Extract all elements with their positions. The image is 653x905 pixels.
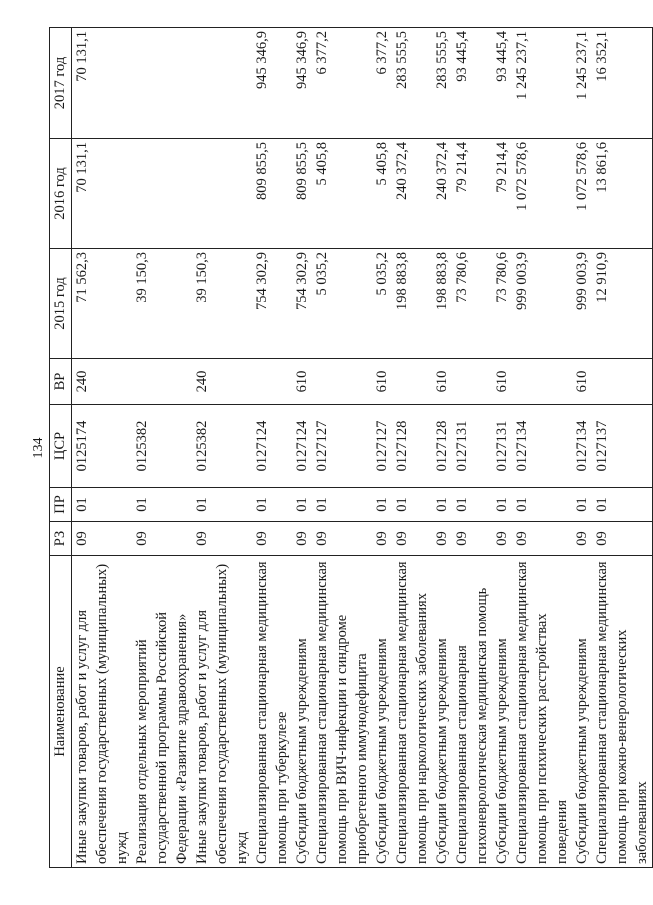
table-row [312, 28, 372, 868]
rotated-page [31, 28, 650, 868]
table-row [392, 28, 432, 868]
cell-csr: 0127131 [452, 405, 492, 488]
cell-csr: 0127124 [252, 405, 292, 488]
cell-2016: 5 405,8 [372, 139, 392, 249]
cell-2016: 1 072 578,6 [572, 139, 592, 249]
cell-2017: 70 131,1 [72, 28, 133, 139]
cell-rz: 09 [72, 522, 133, 556]
cell-name: Специализированная стационарная медицинская помощь при кожно-венерологических заболеваниях [592, 556, 653, 868]
cell-2015: 73 780,6 [492, 249, 512, 359]
cell-vr [132, 359, 192, 405]
header-csr: ЦСР [50, 405, 72, 488]
cell-2015: 754 302,9 [292, 249, 312, 359]
header-pr: ПР [50, 488, 72, 522]
cell-name: Иные закупки товаров, работ и услуг для обеспечения государственных (муниципальных) нужд [192, 556, 252, 868]
cell-vr: 610 [492, 359, 512, 405]
cell-2017: 93 445,4 [492, 28, 512, 139]
cell-rz: 09 [392, 522, 432, 556]
cell-2016: 5 405,8 [312, 139, 372, 249]
cell-csr: 0127124 [292, 405, 312, 488]
header-2015: 2015 год [50, 249, 72, 359]
table-body [72, 28, 653, 868]
cell-2016: 240 372,4 [392, 139, 432, 249]
cell-rz: 09 [312, 522, 372, 556]
cell-csr: 0125382 [192, 405, 252, 488]
table-row [432, 28, 452, 868]
cell-vr: 610 [372, 359, 392, 405]
cell-pr: 01 [492, 488, 512, 522]
header-name: Наименование [50, 556, 72, 868]
cell-2016: 70 131,1 [72, 139, 133, 249]
cell-csr: 0127134 [512, 405, 572, 488]
cell-csr: 0127137 [592, 405, 653, 488]
cell-csr: 0125174 [72, 405, 133, 488]
cell-pr: 01 [132, 488, 192, 522]
cell-name: Специализированная стационарная медицинская помощь при психических расстройствах поведения [512, 556, 572, 868]
table-row [372, 28, 392, 868]
cell-csr: 0127134 [572, 405, 592, 488]
cell-2015: 39 150,3 [132, 249, 192, 359]
cell-name: Субсидии бюджетным учреждениям [292, 556, 312, 868]
cell-pr: 01 [572, 488, 592, 522]
cell-2015: 39 150,3 [192, 249, 252, 359]
cell-rz: 09 [192, 522, 252, 556]
cell-2015: 999 003,9 [512, 249, 572, 359]
cell-vr [312, 359, 372, 405]
table-row [292, 28, 312, 868]
cell-2016 [132, 139, 192, 249]
cell-pr: 01 [372, 488, 392, 522]
cell-2015: 198 883,8 [392, 249, 432, 359]
cell-vr: 610 [432, 359, 452, 405]
table-row [452, 28, 492, 868]
cell-pr: 01 [592, 488, 653, 522]
cell-pr: 01 [72, 488, 133, 522]
table-row [492, 28, 512, 868]
cell-2017: 945 346,9 [292, 28, 312, 139]
cell-csr: 0127128 [432, 405, 452, 488]
cell-rz: 09 [512, 522, 572, 556]
cell-2016: 1 072 578,6 [512, 139, 572, 249]
cell-2015: 999 003,9 [572, 249, 592, 359]
cell-name: Субсидии бюджетным учреждениям [432, 556, 452, 868]
cell-2016: 809 855,5 [252, 139, 292, 249]
cell-csr: 0127131 [492, 405, 512, 488]
cell-2016: 79 214,4 [492, 139, 512, 249]
cell-2017: 1 245 237,1 [512, 28, 572, 139]
cell-pr: 01 [432, 488, 452, 522]
header-rz: РЗ [50, 522, 72, 556]
cell-2016: 13 861,6 [592, 139, 653, 249]
cell-name: Специализированная стационарная медицинская помощь при наркологических заболеваниях [392, 556, 432, 868]
cell-2017 [132, 28, 192, 139]
cell-pr: 01 [452, 488, 492, 522]
table-row [72, 28, 133, 868]
cell-rz: 09 [292, 522, 312, 556]
cell-2016: 809 855,5 [292, 139, 312, 249]
cell-2017: 945 346,9 [252, 28, 292, 139]
cell-csr: 0125382 [132, 405, 192, 488]
cell-2015: 198 883,8 [432, 249, 452, 359]
cell-vr [452, 359, 492, 405]
cell-name: Субсидии бюджетным учреждениям [572, 556, 592, 868]
cell-2015: 12 910,9 [592, 249, 653, 359]
cell-vr [252, 359, 292, 405]
cell-2015: 71 562,3 [72, 249, 133, 359]
cell-pr: 01 [512, 488, 572, 522]
cell-name: Реализация отдельных мероприятий государственной программы Российской Федерации «Развитие здравоохранения» [132, 556, 192, 868]
cell-csr: 0127127 [372, 405, 392, 488]
table-row [252, 28, 292, 868]
cell-vr [512, 359, 572, 405]
cell-2017: 283 555,5 [392, 28, 432, 139]
cell-rz: 09 [452, 522, 492, 556]
cell-vr: 610 [292, 359, 312, 405]
table-row [512, 28, 572, 868]
cell-2015: 754 302,9 [252, 249, 292, 359]
cell-pr: 01 [392, 488, 432, 522]
cell-rz: 09 [372, 522, 392, 556]
cell-2015: 5 035,2 [372, 249, 392, 359]
cell-name: Специализированная стационарная психоневрологическая медицинская помощь [452, 556, 492, 868]
table-header-row [50, 28, 72, 868]
cell-2015: 5 035,2 [312, 249, 372, 359]
cell-csr: 0127127 [312, 405, 372, 488]
cell-vr [592, 359, 653, 405]
cell-rz: 09 [252, 522, 292, 556]
cell-2017 [192, 28, 252, 139]
cell-2017: 6 377,2 [372, 28, 392, 139]
cell-rz: 09 [492, 522, 512, 556]
cell-rz: 09 [572, 522, 592, 556]
cell-vr: 240 [72, 359, 133, 405]
cell-name: Субсидии бюджетным учреждениям [492, 556, 512, 868]
cell-name: Иные закупки товаров, работ и услуг для обеспечения государственных (муниципальных) нужд [72, 556, 133, 868]
cell-pr: 01 [252, 488, 292, 522]
header-2016: 2016 год [50, 139, 72, 249]
cell-vr [392, 359, 432, 405]
cell-vr: 610 [572, 359, 592, 405]
cell-2016: 240 372,4 [432, 139, 452, 249]
cell-rz: 09 [132, 522, 192, 556]
cell-2017: 1 245 237,1 [572, 28, 592, 139]
table-row [132, 28, 192, 868]
budget-table [49, 27, 653, 868]
cell-2016: 79 214,4 [452, 139, 492, 249]
cell-2017: 6 377,2 [312, 28, 372, 139]
cell-rz: 09 [592, 522, 653, 556]
header-2017: 2017 год [50, 28, 72, 139]
cell-2017: 283 555,5 [432, 28, 452, 139]
header-vr: ВР [50, 359, 72, 405]
cell-2017: 93 445,4 [452, 28, 492, 139]
cell-2016 [192, 139, 252, 249]
cell-pr: 01 [292, 488, 312, 522]
cell-csr: 0127128 [392, 405, 432, 488]
table-row [192, 28, 252, 868]
cell-2017: 16 352,1 [592, 28, 653, 139]
cell-name: Специализированная стационарная медицинская помощь при ВИЧ-инфекции и синдроме приобретенного иммунодефицита [312, 556, 372, 868]
table-row [592, 28, 653, 868]
page-number: 134 [31, 437, 46, 459]
cell-name: Субсидии бюджетным учреждениям [372, 556, 392, 868]
cell-pr: 01 [312, 488, 372, 522]
cell-pr: 01 [192, 488, 252, 522]
cell-2015: 73 780,6 [452, 249, 492, 359]
cell-vr: 240 [192, 359, 252, 405]
cell-rz: 09 [432, 522, 452, 556]
table-row [572, 28, 592, 868]
cell-name: Специализированная стационарная медицинская помощь при туберкулезе [252, 556, 292, 868]
